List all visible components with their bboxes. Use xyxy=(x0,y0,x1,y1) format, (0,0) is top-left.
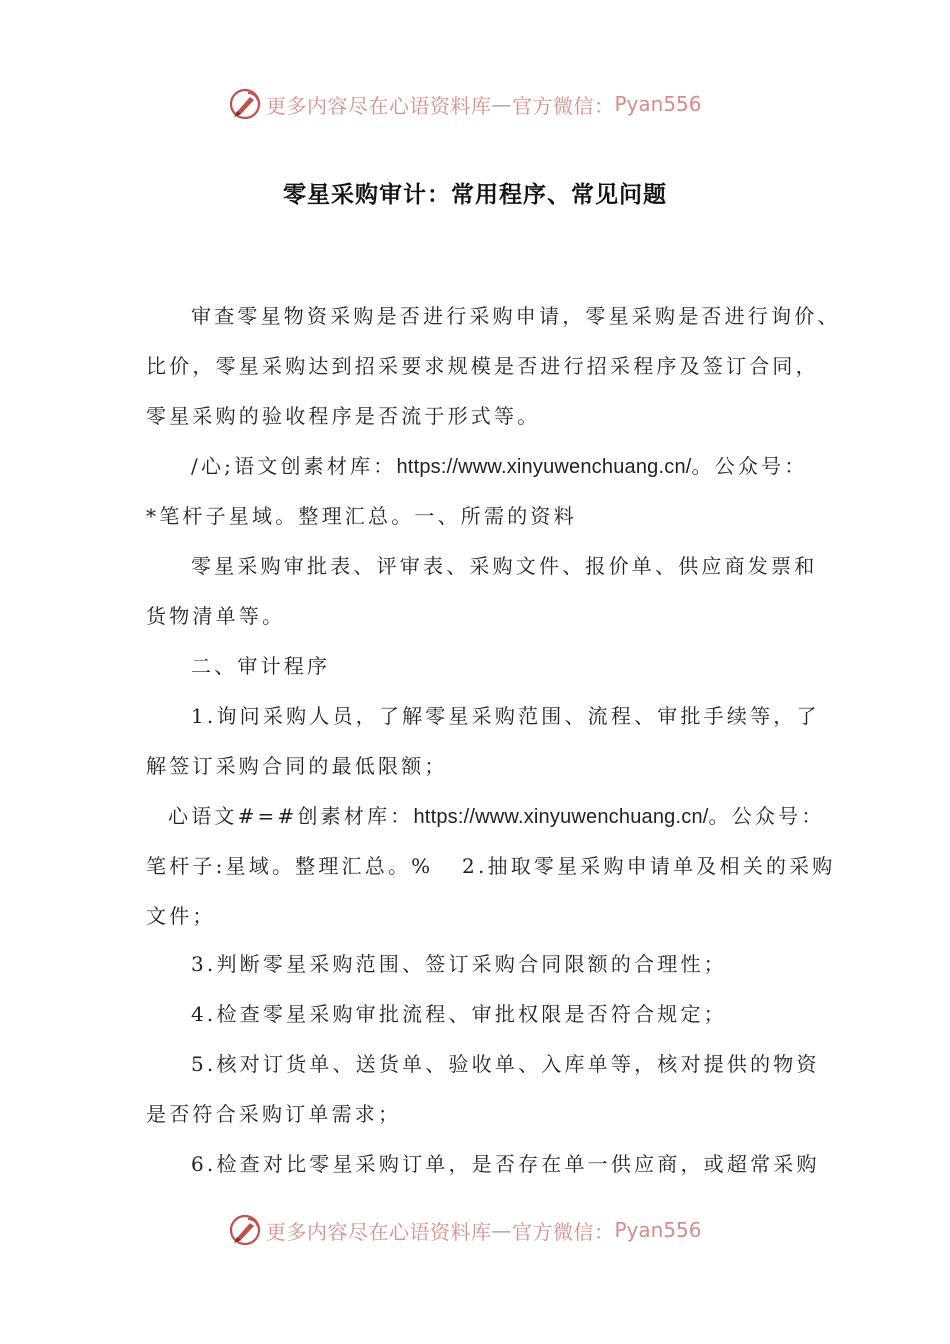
banner-slogan: 更多内容尽在心语资料库 xyxy=(266,1219,492,1244)
watermark-text: 心语文#=#创素材库： xyxy=(168,804,414,828)
watermark-url: https://www.xinyuwenchuang.cn/ xyxy=(413,806,709,828)
banner-slogan: 更多内容尽在心语资料库 xyxy=(266,93,492,118)
paragraph-line: 货物清单等。 xyxy=(146,604,286,628)
paragraph-line: 是否符合采购订单需求； xyxy=(146,1102,402,1126)
paragraph-line: 文件； xyxy=(146,904,216,928)
banner-separator: — xyxy=(491,1218,512,1242)
paragraph-line: 审查零星物资采购是否进行采购申请，零星采购是否进行询价、 xyxy=(191,304,841,328)
banner-wechat-id: Pyan556 xyxy=(614,92,702,116)
pen-logo-icon xyxy=(228,1213,262,1247)
watermark-line xyxy=(191,450,808,479)
paragraph-line: 比价，零星采购达到招采要求规模是否进行招采程序及签订合同， xyxy=(146,354,819,378)
pen-logo-icon xyxy=(228,87,262,121)
paragraph-line: 4.检查零星采购审批流程、审批权限是否符合规定； xyxy=(191,1002,727,1026)
banner-label: 官方微信： xyxy=(512,93,615,118)
paragraph-line: 5.核对订货单、送货单、验收单、入库单等，核对提供的物资 xyxy=(191,1052,820,1076)
section-heading: 二、审计程序 xyxy=(191,654,331,678)
paragraph-line: 6.检查对比零星采购订单，是否存在单一供应商，或超常采购 xyxy=(191,1152,820,1176)
page-title: 零星采购审计：常用程序、常见问题 xyxy=(283,182,667,208)
footer-banner xyxy=(0,1208,950,1252)
paragraph-line: 笔杆子:星域。整理汇总。% 2.抽取零星采购申请单及相关的采购 xyxy=(146,854,836,878)
watermark-line xyxy=(168,800,825,829)
banner-separator: — xyxy=(491,92,512,116)
paragraph-line: 零星采购的验收程序是否流于形式等。 xyxy=(146,404,541,428)
watermark-text: 。公众号： xyxy=(691,454,808,478)
watermark-text: /心;语文创素材库： xyxy=(191,454,397,478)
paragraph-line: 零星采购审批表、评审表、采购文件、报价单、供应商发票和 xyxy=(191,554,818,578)
header-banner xyxy=(0,82,950,126)
paragraph-line: 3.判断零星采购范围、签订采购合同限额的合理性； xyxy=(191,952,727,976)
paragraph-line: *笔杆子星域。整理汇总。一、所需的资料 xyxy=(146,504,577,528)
paragraph-line: 1.询问采购人员，了解零星采购范围、流程、审批手续等，了 xyxy=(191,704,820,728)
paragraph-line: 解签订采购合同的最低限额； xyxy=(146,754,448,778)
banner-wechat-id: Pyan556 xyxy=(614,1218,702,1242)
banner-label: 官方微信： xyxy=(512,1219,615,1244)
watermark-text: 。公众号： xyxy=(708,804,825,828)
watermark-url: https://www.xinyuwenchuang.cn/ xyxy=(396,456,692,478)
